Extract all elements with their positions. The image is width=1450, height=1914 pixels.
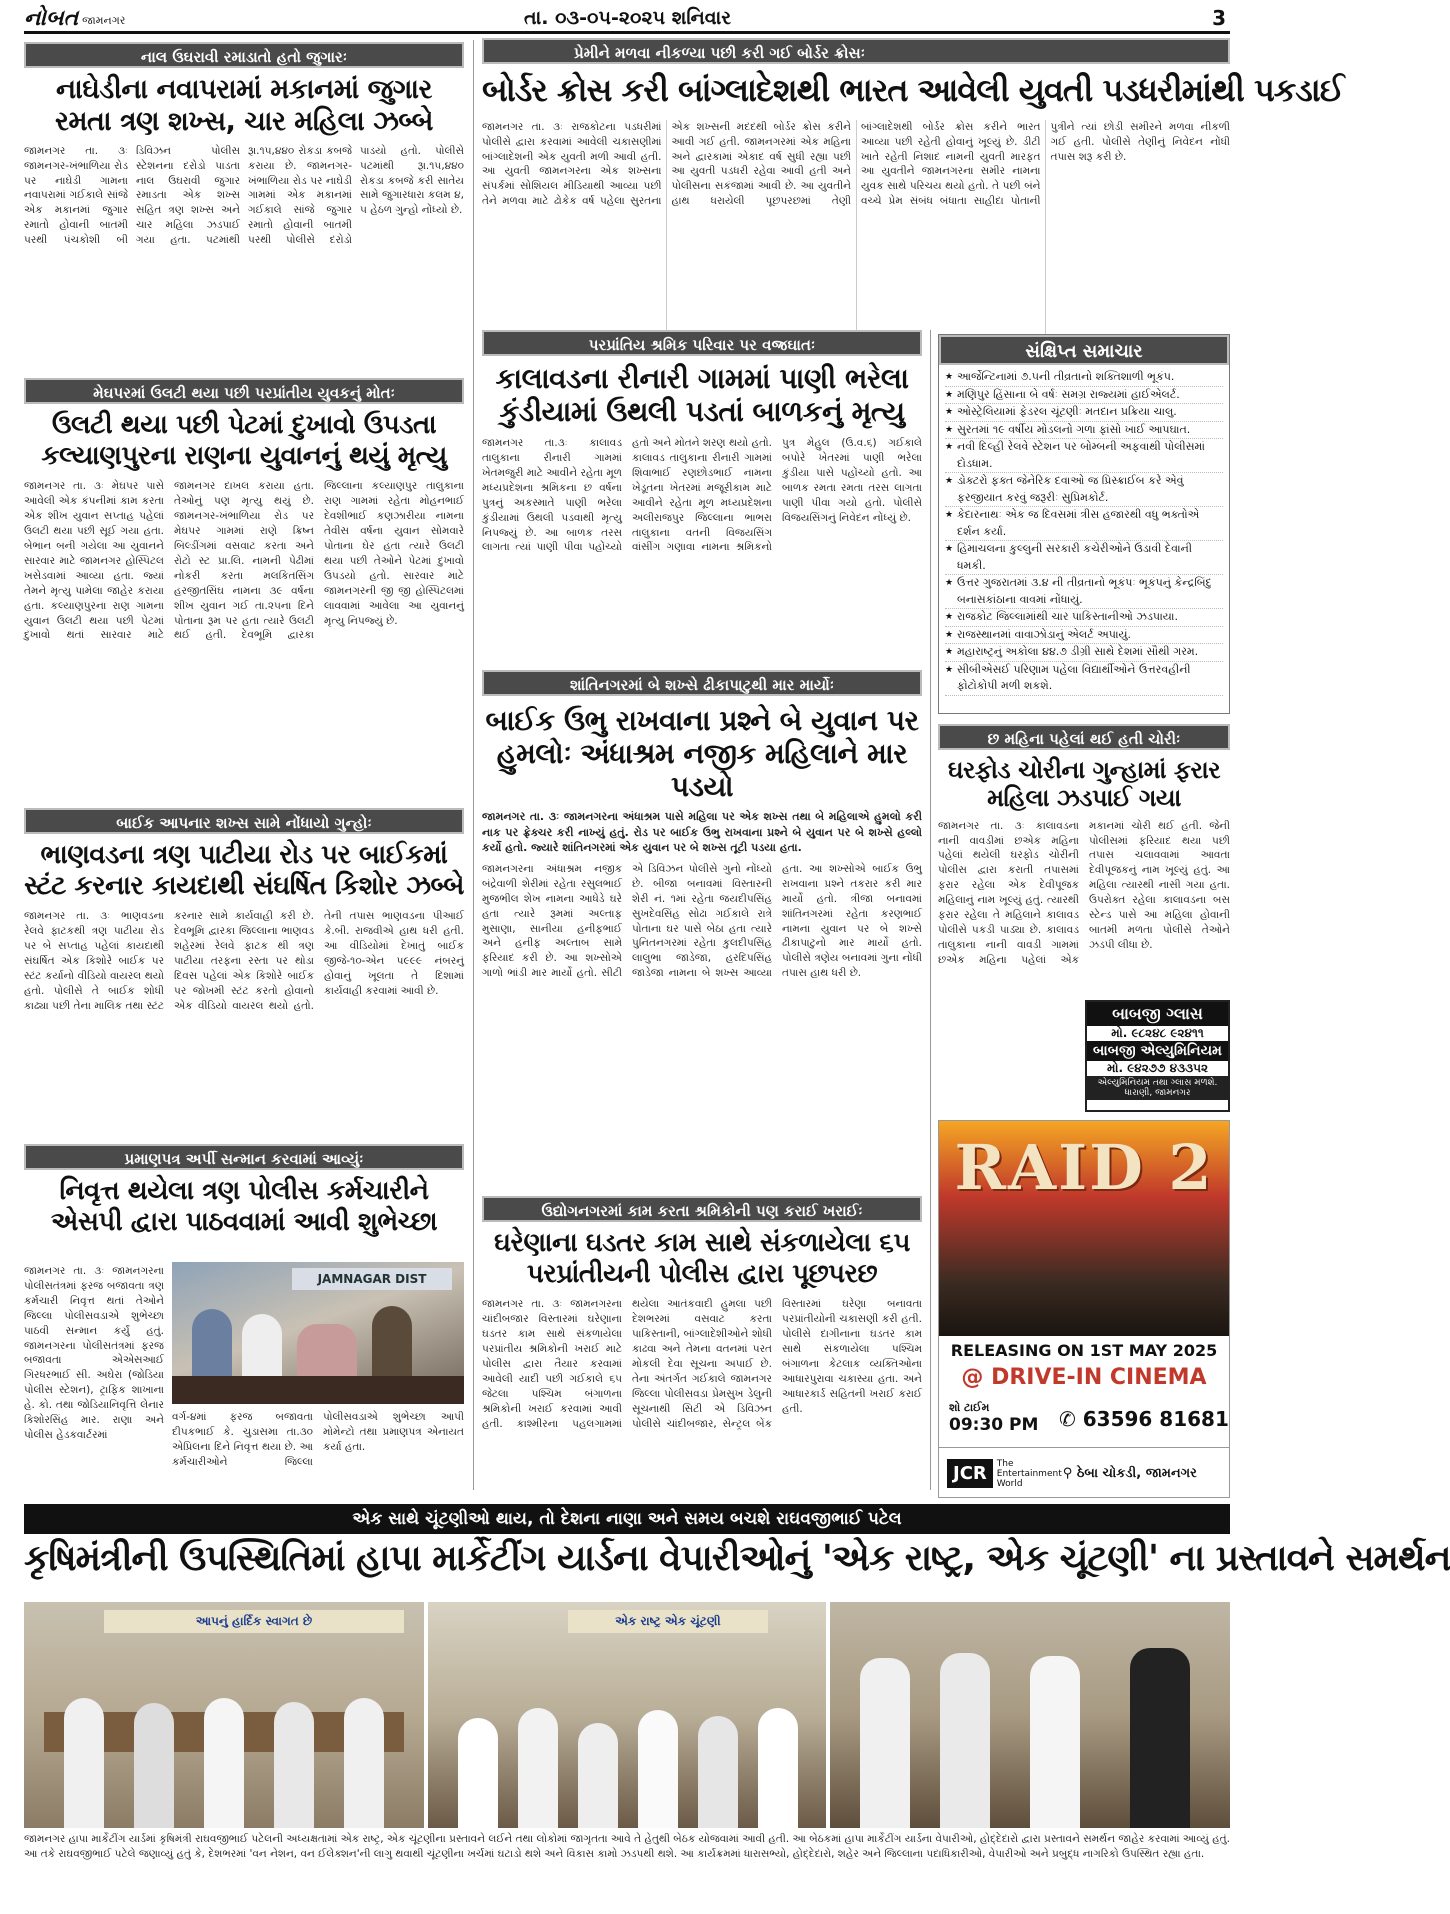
brief-news-item: ★ મણિપુર હિંસાના બે વર્ષઃ સમગ્ર રાજ્યમાં હાઈએલર્ટ. — [945, 387, 1223, 405]
brief-news-list — [939, 365, 1229, 700]
election-article-body: જામનગર હાપા માર્કેટીંગ યાર્ડમાં કૃષિમંત્રી રાઘવજીભાઈ પટેલની અધ્યક્ષતામાં એક રાષ્ટ્ર, એક ચૂંટણીના પ્રસ્તાવને લઈને તથા લોકોમાં જાગૃતતા આવે તે હેતુથી બેઠક યોજવામાં આવી હતી. આ બેઠકમાં હાપા માર્કેટીંગ યાર્ડના વેપારીઓ, હોદ્દેદારો દ્વારા પ્રસ્તાવને સમર્થન જાહેર કરવામાં આવ્યું હતું. આ તકે રાઘવજીભાઈ પટેલે જણાવ્યું હતું કે, દેશભરમાં 'વન નેશન, વન ઈલેક્શન'ની લાગુ થવાથી ચૂંટણીના ખર્ચમાં ઘટાડો થશે અને વિકાસ કામો ઝડપથી થશે. આ કાર્યક્રમમાં ધારાસભ્યો, હોદ્દેદારો, શહેર અને જિલ્લાના પદાધિકારીઓ, વેપારીઓ અને પ્રબુદ્ધ નાગરિકો ઉપસ્થિત રહ્યા હતા. — [24, 1833, 1230, 1861]
article-body: જામનગર તા. ૩ઃ રાજકોટના પડધરીમાં પોલીસે દ્વારા કરવામાં આવેલી ચકાસણીમાં બાંગ્લાદેશની એક યુવતી મળી આવી હતી. આ યુવતી જામનગરના એક શખ્સના સંપર્કમાં સોશિયલ મીડિયાથી આવ્યા પછી તેને મળવા માટે ઢોકેક વર્ષ પહેલા સુરતના એક શખ્સની મદદથી બોર્ડર ક્રોસ કરીને આવી ગઈ હતી. જામનગરમાં એક મહિના અને દ્વારકામાં એકાદ વર્ષ સુધી રહ્યા પછી આ યુવતી પડધરી રહેવા આવી હતી અને પોલીસના સકંજામાં આવી છે. આ યુવતીને હાથ ધરાયેલી પૂછપરછમાં તેણી બાંગ્લાદેશથી બોર્ડર ક્રોસ કરીને ભારત આવ્યા પછી રહેતી હોવાનું ખૂલ્યું છે. ડીટી ખાતે રહેતી નિશાદ નામની યુવતી મારફત આ યુવતીને જામનગરના સમીર નામના યુવક સાથે પરિચય થયો હતો. તે પછી બંને વચ્ચે પ્રેમ સંબંધ બંધાતા સાહીદા પોતાની પુત્રીને ત્યાં છોડી સમીરને મળવા નીકળી ગઈ હતી. પોલીસે તેણીનું નિવેદન નોંધી તપાસ શરૂ કરી છે. — [482, 120, 1230, 208]
ad-name-2: બાબજી એલ્યુમિનિયમ — [1087, 1041, 1228, 1061]
article-headline: નિવૃત્ત થયેલા ત્રણ પોલીસ કર્મચારીને એસપી દ્વારા પાઠવવામાં આવી શુભેચ્છા — [50, 1176, 438, 1237]
photo-banner: JAMNAGAR DIST — [292, 1268, 452, 1290]
masthead-city: જામનગર — [82, 13, 126, 27]
cinema-location: ⚲ ઠેબા ચોકડી, જામનગર — [1062, 1466, 1197, 1481]
photo-banner: આપનું હાર્દિક સ્વાગત છે — [104, 1610, 404, 1633]
movie-title: RAID 2 — [954, 1131, 1214, 1204]
article-kicker: પરપ્રાંતિય શ્રમિક પરિવાર પર વજ્રઘાતઃ — [482, 330, 922, 356]
brand-tagline: The Entertainment World — [996, 1458, 1062, 1489]
article-body-left: જામનગર તા. ૩ઃ જામનગરના પોલીસતંત્રમાં ફરજ બજાવતા ત્રણ કર્મચારી નિવૃત્ત થતાં તેઓને જિલ્લા પોલીસવડાએ શુભેચ્છા પાઠવી સન્માન કર્યું હતું. જામનગરના પોલીસતંત્રમાં ફરજ બજાવતા એએસઆઈ ગિરધરભાઈ સી. અઘેરા (જોડિયા પોલીસ સ્ટેશન), ટ્રાફિક શાખાના હે. કો. તથા જોડિયાનિવૃત્તિ લેનાર કિશોરસિંહ માર. રાણા અને પોલીસ હેડકવાર્ટરમાં — [24, 1265, 164, 1441]
brief-news-item: ★ સુરતમાં ૧૯ વર્ષીય મોડલનો ગળા ફાંસો ખાઈ આપઘાત. — [945, 422, 1223, 440]
brief-news-item: ★ સીબીએસઈ પરિણામ પહેલા વિદ્યાર્થીઓને ઉત્તરવહીની ફોટોકોપી મળી શકશે. — [945, 662, 1223, 696]
article-headline: ઘરફોડ ચોરીના ગુન્હામાં ફરાર મહિલા ઝડપાઈ ગયા — [947, 756, 1221, 813]
ad-phone-2: મો. ૯૪૨૭૭ ૪૩૩૫૨ — [1106, 1061, 1208, 1075]
article-kicker: ઉદ્યોગનગરમાં કામ કરતા શ્રમિકોની પણ કરાઈ ખરાઈઃ — [482, 1196, 922, 1222]
article-child-death — [482, 330, 922, 660]
brief-news-item: ★ ઓસ્ટ્રેલિયામાં ફેડરલ ચૂંટણીઃ મતદાન પ્રક્રિયા ચાલુ. — [945, 404, 1223, 422]
ad-phone-1: મો. ૯૮૨૪૮ ૯૨૪૧૧ — [1111, 1026, 1204, 1040]
article-body-right: વર્ગ-૪માં ફરજ બજાવતા દીપકભાઈ કે. ચુડાસમા તા.૩૦ એપ્રિલના દિને નિવૃત્ત થયા છે. આ કર્મચારીઓને જિલ્લા પોલીસવડાએ શુભેચ્છા આપી મોમેન્ટો તથા પ્રમાણપત્ર એનાયત કર્યા હતા. — [172, 1411, 464, 1468]
article-kicker: પ્રમાણપત્ર અર્પી સન્માન કરવામાં આવ્યુંઃ — [24, 1144, 464, 1170]
article-body: જામનગરના અંધાશ્રમ નજીક બંદ્રેવાળી શેરીમાં રહેતા રસુલભાઈ મુજભીલ શેખ નામના આધેડે ઘરે હતા ત્યારે રૂમમાં અલ્તાફ મુસાણા, સાનીયા હનીફભાઈ અને હનીફ અલ્તાબ સામે ફરિયાદ કરી છે. આ શખ્સોએ ગાળો ભાંડી માર માર્યો હતો. સીટી એ ડિવિઝન પોલીસે ગુનો નોંધ્યો છે. બીજા બનાવમાં વિસ્તારની શેરી નં. ૧માં રહેતા જયદીપસિંહ સુખદેવસિંહ સોઢા ગઈકાલે રાત્રે પોતાના ઘર પાસે બેઠા હતા ત્યારે પુનિતનગરમાં રહેતા કુલદીપસિંહ લાલુભા જાડેજા, હરદિપસિંહ જાડેજા નામના બે શખ્સ આવ્યા હતા. આ શખ્સોએ બાઈક ઉભુ રાખવાના પ્રશ્ને તકરાર કરી માર માર્યો હતો. ત્રીજા બનાવમાં શાંતિનગરમાં રહેતા કરણભાઈ નામના યુવાન પર બે શખ્સે ઢીકાપાટુનો માર માર્યો હતો. પોલીસે ત્રણેય બનાવમાં ગુના નોંધી તપાસ હાથ ધરી છે. — [482, 862, 922, 980]
article-headline: બાઈક ઉભુ રાખવાના પ્રશ્ને બે યુવાન પર હુમલોઃ અંધાશ્રમ નજીક મહિલાને માર પડયો — [485, 704, 919, 804]
article-body: જામનગર તા. ૩ઃ જામનગર-ખંભાળિયા રોડ પર નાઘેડી ગામના નવાપરામાં ગઈકાલે સાંજે એક મકાનમાં જુગાર રમાતો હોવાની બાતમી પરથી પંચકોશી બી ડિવિઝન પોલીસ સ્ટેશનના દરોડો પાડતા નાલ ઉઘરાવી જુગાર રમાડતા એક શખ્સ સહિત ત્રણ શખ્સ અને ચાર મહિલા ઝડપાઈ ગયા હતા. પટમાંથી રૂા.૧૫,૪૪૦ રોકડા કબજે કરાયા છે. જામનગર-ખંભાળિયા રોડ પર નાઘેડી ગામમાં એક મકાનમાં ગઈકાલે સાંજે જુગાર રમાતો હોવાની બાતમી પરથી પોલીસે દરોડો પાડયો હતો. પોલીસે પટમાંથી રૂા.૧૫,૪૪૦ રોકડા કબજે કરી સાતેય સામે જુગારધારા કલમ ૪, ૫ હેઠળ ગુન્હો નોંધ્યો છે. — [24, 144, 464, 247]
election-headline: કૃષિમંત્રીની ઉપસ્થિતિમાં હાપા માર્કેટીંગ યાર્ડના વેપારીઓનું 'એક રાષ્ટ્ર, એક ચૂંટણી' ના પ્રસ્તાવને સમર્થન — [24, 1538, 1450, 1579]
article-headline: ઉલટી થયા પછી પેટમાં દુખાવો ઉપડતા કલ્યાણપુરના રાણના યુવાનનું થયું મૃત્યુ — [41, 410, 447, 471]
brief-news-item: ★ કેદારનાથઃ એક જ દિવસમાં ત્રીસ હજારથી વધુ ભક્તોએ દર્શન કર્યા. — [945, 507, 1223, 541]
article-kicker: શાંતિનગરમાં બે શખ્સે ઢીકાપાટુથી માર માર્યોઃ — [482, 670, 922, 696]
movie-ad — [938, 1120, 1230, 1498]
article-headline: નાઘેડીના નવાપરામાં મકાનમાં જુગાર રમતા ત્રણ શખ્સ, ચાર મહિલા ઝબ્બે — [55, 74, 433, 137]
brief-news-item: ★ હિમાચલના કુલ્લુની સરકારી કચેરીઓને ઉડાવી દેવાની ધમકી. — [945, 541, 1223, 575]
article-bike-assault — [482, 670, 922, 1190]
article-headline: બોર્ડર ક્રોસ કરી બાંગ્લાદેશથી ભારત આવેલી યુવતી પડધરીમાંથી પકડાઈ — [482, 71, 1344, 109]
police-ceremony-photo — [172, 1262, 464, 1404]
page-number: 3 — [1212, 5, 1226, 30]
babaji-glass-ad — [1085, 1000, 1230, 1112]
event-photo-1 — [24, 1602, 424, 1828]
issue-date: તા. ૦૩-૦૫-૨૦૨૫ શનિવાર — [524, 6, 732, 29]
brief-news-title: સંક્ષિપ્ત સમાચાર — [939, 335, 1229, 365]
article-kicker: પ્રેમીને મળવા નીકળ્યા પછી કરી ગઈ બોર્ડર ક્રોસઃ — [482, 38, 1230, 64]
article-headline: ઘરેણાના ઘડતર કામ સાથે સંકળાયેલા ૬૫ પરપ્રાંતીયની પોલીસ દ્વારા પૂછપરછ — [494, 1228, 910, 1289]
article-body: જામનગર તા. ૩ઃ જામનગરના ચાંદીબજાર વિસ્તારમાં ઘરેણાના ઘડતર કામ સાથે સંકળાયેલા પરપ્રાંતીય શ્રમિકોની ખરાઈ માટે પોલીસ દ્વારા તૈયાર કરવામાં આવેલી યાદી પછી ગઈકાલે ૬૫ જેટલા પશ્ચિમ બંગાળના શ્રમિકોની ખરાઈ કરવામાં આવી હતી. કાશ્મીરના પહલગામમાં થયેલા આતંકવાદી હુમલા પછી દેશભરમાં વસવાટ કરતા પાકિસ્તાની, બાંગ્લાદેશીઓને શોધી કાઢવા અને તેમના વતનમાં પરત મોકલી દેવા સૂચના અપાઈ છે. તેના અંતર્ગત ગઈકાલે જામનગર જિલ્લા પોલીસવડા પ્રેમસુખ ડેલુની સૂચનાથી સિટી એ ડિવિઝન પોલીસે ચાંદીબજાર, સેન્ટ્રલ બેંક વિસ્તારમાં ઘરેણા બનાવતા પરપ્રાંતીયોની ચકાસણી કરી હતી. પોલીસે દાગીનાના ઘડતર કામ સાથે સંકળાયેલા પશ્ચિમ બંગાળના કેટલાક વ્યક્તિઓના આધારપુરાવા ચકાસ્યા હતા. અને આધારકાર્ડ સહિતની ખરાઈ કરાઈ હતી. — [482, 1298, 922, 1430]
booking-phone: ✆ 63596 81681 — [1059, 1407, 1229, 1431]
brief-news-item: ★ આર્જેન્ટિનામાં ૭.૫ની તીવ્રતાનો શક્તિશાળી ભૂકંપ. — [945, 369, 1223, 387]
article-police-retirement — [24, 1144, 464, 1494]
article-jewelers — [482, 1196, 922, 1496]
brief-news-item: ★ મહારાષ્ટ્રનું અકોલા ૪૪.૭ ડીગ્રી સાથે દેશમાં સૌથી ગરમ. — [945, 644, 1223, 662]
article-kicker: બાઈક આપનાર શખ્સ સામે નોંધાયો ગુન્હોઃ — [24, 808, 464, 834]
masthead — [24, 4, 1230, 34]
article-headline: કાલાવડના રીનારી ગામમાં પાણી ભરેલા કુંડીયામાં ઉથલી પડતાં બાળકનું મૃત્યુ — [495, 362, 909, 429]
article-kicker: છ મહિના પહેલાં થઈ હતી ચોરીઃ — [938, 724, 1230, 750]
article-body: જામનગર તા. ૩ઃ કાલાવડના નાની વાવડીમાં છએક મહિના પહેલાં થયેલી ઘરફોડ ચોરીની પોલીસ દ્વારા કરાતી તપાસમાં ફરાર રહેલા એક દેવીપૂજક મહિલાનું નામ ખૂલ્યું હતું. ત્યારથી ફરાર રહેલા તે મહિલાને કાલાવડ પોલીસે પકડી પાડ્યા છે. કાલાવડ તાલુકાના નાની વાવડી ગામમાં છએક મહિના પહેલાં એક મકાનમાં ચોરી થઈ હતી. જેની પોલીસમાં ફરિયાદ થયા પછી તપાસ ચલાવવામાં આવતા દેવીપૂજકનું નામ ખૂલ્યું હતું. આ મહિલા ત્યારથી નાસી ગયા હતા. ઉપરોક્ત રહેલા કાલાવડના બસ સ્ટેન્ડ પાસે આ મહિલા હોવાની બાતમી મળતા પોલીસે તેઓને ઝડપી લીધા છે. — [938, 819, 1230, 966]
brief-news-box — [938, 334, 1230, 714]
phone-icon: ✆ — [1059, 1407, 1083, 1431]
article-body: જામનગર તા. ૩ઃ ભાણવડના રેલવે ફાટકથી ત્રણ પાટીયા રોડ પર બે સપ્તાહ પહેલાં કાયદાથી સંઘર્ષિત એક કિશોરે બાઈક પર સ્ટંટ કર્યાનો વીડિયો વાયરલ થયો હતો. પોલીસે તે બાઈક શોધી કાઢ્યા પછી તેના માલિક તથા સ્ટંટ કરનાર સામે કાર્યવાહી કરી છે. દેવભૂમિ દ્વારકા જિલ્લાના ભાણવડ શહેરમાં રેલવે ફાટક થી ત્રણ પાટીયા તરફના રસ્તા પર થોડા દિવસ પહેલાં એક કિશોરે બાઈક પર જોખમી સ્ટંટ કરતો હોવાનો એક વીડિયો વાયરલ થયો હતો. તેની તપાસ ભાણવડના પીઆઈ કે.બી. રાજવીએ હાથ ધરી હતી. આ વીડિયોમાં દેખાતું બાઈક જીજે-૧૦-એન પ૯૯૯ નંબરનું હોવાનું ખૂલતા તે દિશામાં કાર્યવાહી કરવામાં આવી છે. — [24, 910, 464, 1012]
movie-venue: @ DRIVE-IN CINEMA — [961, 1365, 1207, 1390]
brand-logo: JCR — [947, 1459, 993, 1488]
show-time-label: શો ટાઈમ — [949, 1401, 990, 1414]
election-strip: એક સાથે ચૂંટણીઓ થાય, તો દેશના નાણા અને સમય બચશે રાઘવજીભાઈ પટેલ — [24, 1504, 1230, 1534]
article-border-crossing — [482, 38, 1344, 356]
movie-release: RELEASING ON 1ST MAY 2025 — [950, 1341, 1218, 1360]
article-headline: ભાણવડના ત્રણ પાટીયા રોડ પર બાઈકમાં સ્ટંટ કરનાર કાયદાથી સંઘર્ષિત કિશોર ઝબ્બે — [24, 840, 464, 901]
brief-news-item: ★ રાજસ્થાનમાં વાવાઝોડાનું એલર્ટ અપાયું. — [945, 627, 1223, 645]
article-lead: જામનગર તા. ૩ઃ જામનગરના અંધાશ્રમ પાસે મહિલા પર એક શખ્સ તથા બે મહિલાએ હુમલો કરી નાક પર ફ્રેક્ચર કરી નાખ્યું હતું. રોડ પર બાઈક ઉભુ રાખવાના પ્રશ્ને બે યુવાન પર બે શખ્સે હલ્લો કર્યો હતો. જ્યારે શાંતિનગરમાં એક યુવાન પર બે શખ્સ તૂટી પડયા હતા. — [482, 810, 922, 855]
article-bike-stunt — [24, 808, 464, 1132]
brief-news-item: ★ રાજકોટ જિલ્લામાંથી ચાર પાકિસ્તાનીઓ ઝડપાયા. — [945, 609, 1223, 627]
event-photo-3 — [830, 1602, 1230, 1828]
brief-news-item: ★ ડોક્ટરો ફક્ત જેનેરિક દવાઓ જ પ્રિસ્ક્રાઈબ કરે એવું ફરજીયાત કરવું જરૂરીઃ સુપ્રિમકોર્ટ. — [945, 473, 1223, 507]
brief-news-item: ★ ઉત્તર ગુજરાતમાં ૩.૪ ની તીવ્રતાનો ભૂકંપઃ ભૂકંપનું કેન્દ્રબિંદુ બનાસકાંઠાના વાવમાં નોંધાયું. — [945, 575, 1223, 609]
brief-news-item: ★ નવી દિલ્હી રેલવે સ્ટેશન પર બોમ્બની અફવાથી પોલીસમાં દોડધામ. — [945, 439, 1223, 473]
article-vomit-death — [24, 378, 464, 796]
article-body: જામનગર તા.૩ઃ કાલાવડ તાલુકાના રીનારી ગામમાં ખેતમજુરી માટે આવીને રહેતા મૂળ મધ્યપ્રદેશના શ્રમિકના છ વર્ષના પુત્રનું અકસ્માતે પાણી ભરેલા કુંડીયામાં ઉથલી પડવાથી મૃત્યુ નિપજ્યું છે. આ બાળક તરસ લાગતા ત્યાં પાણી પીવા પહોંચ્યો હતો અને મોતને શરણ થયો હતો. કાલાવડ તાલુકાના રીનારી ગામમાં શિવાભાઈ રણછોડભાઈ નામના ખેડૂતના ખેતરમાં મજૂરીકામ માટે આવીને રહેતા મૂળ મધ્યપ્રદેશના અલીરાજપુર જિલ્લાના ભાભરા તાલુકાના વતની વિજયસિંગ વાંસીંગ ગણાવા નામના શ્રમિકનો પુત્ર મેહુલ (ઉ.વ.૬) ગઈકાલે બપોરે ખેતરમાં પાણી ભરેલા કુંડીયા પાસે પહોંચ્યો હતો. આ બાળક રમતા રમતા તરસ લાગતા પાણી પીવા ગયો હતો. પોલીસે વિજયસિંગનું નિવેદન નોંધ્યું છે. — [482, 437, 922, 554]
article-body: જામનગર તા. ૩ઃ મેઘપર પાસે આવેલી એક કંપનીમાં કામ કરતા એક શીખ યુવાન સપ્તાહ પહેલાં ઉલટી થયા પછી સૂઈ ગયા હતા. બેભાન બની ગયેલા આ યુવાનને સારવાર માટે જામનગર હોસ્પિટલ ખસેડવામાં આવ્યા હતા. જ્યાં તેમને મૃત્યુ પામેલા જાહેર કરાયા હતા. કલ્યાણપુરના રાણ ગામના યુવાન ઉલટી થયા પછી પેટમાં દુખાવો થતાં સારવાર માટે જામનગર દાખલ કરાયા હતા. તેઓનું પણ મૃત્યુ થયું છે. જામનગર-ખંભાળિયા રોડ પર મેઘપર ગામમાં રાણે ક્રિષ્ન બિલ્ડીંગમાં વસવાટ કરતા અને રોટો સ્ટ પ્રા.લિ. નામની પેઢીમાં નોકરી કરતા મલકિતસિંગ હરજીતસિંઘ નામના ૩૯ વર્ષના શીખ યુવાન ગઈ તા.૨૫ના દિને પોતાના રૂમ પર હતા ત્યારે ઉલટી થઈ હતી. દેવભૂમિ દ્વારકા જિલ્લાના કલ્યાણપુર તાલુકાના રાણ ગામમાં રહેતા મોહનભાઈ દેવશીભાઈ કણઝારીયા નામના તેવીસ વર્ષના યુવાન સોમવારે પોતાના ઘેર હતા ત્યારે ઉલટી થયા પછી તેઓને પેટમાં દુખાવો ઉપડયો હતો. સારવાર માટે જામનગરની જી જી હોસ્પિટલમાં લાવવામાં આવેલા આ યુવાનનું મૃત્યુ નિપજ્યું છે. — [24, 480, 464, 642]
event-photo-2 — [428, 1602, 826, 1828]
photo-banner: એક રાષ્ટ્ર એક ચૂંટણી — [568, 1610, 768, 1633]
newspaper-logo: નોબત — [24, 4, 79, 31]
ad-address: એલ્યુમિનિયમ તથા ગ્લાસ મળશે. ધારાણી, જામનગર — [1087, 1076, 1228, 1100]
article-kicker: મેઘપરમાં ઉલટી થયા પછી પરપ્રાંતીય યુવકનું મોતઃ — [24, 378, 464, 404]
map-pin-icon: ⚲ — [1062, 1466, 1077, 1481]
article-kicker: નાલ ઉઘરાવી રમાડાતો હતો જુગારઃ — [24, 42, 464, 68]
ad-name-1: બાબજી ગ્લાસ — [1087, 1002, 1228, 1026]
show-time: 09:30 PM — [949, 1415, 1039, 1435]
article-gambling — [24, 42, 464, 360]
